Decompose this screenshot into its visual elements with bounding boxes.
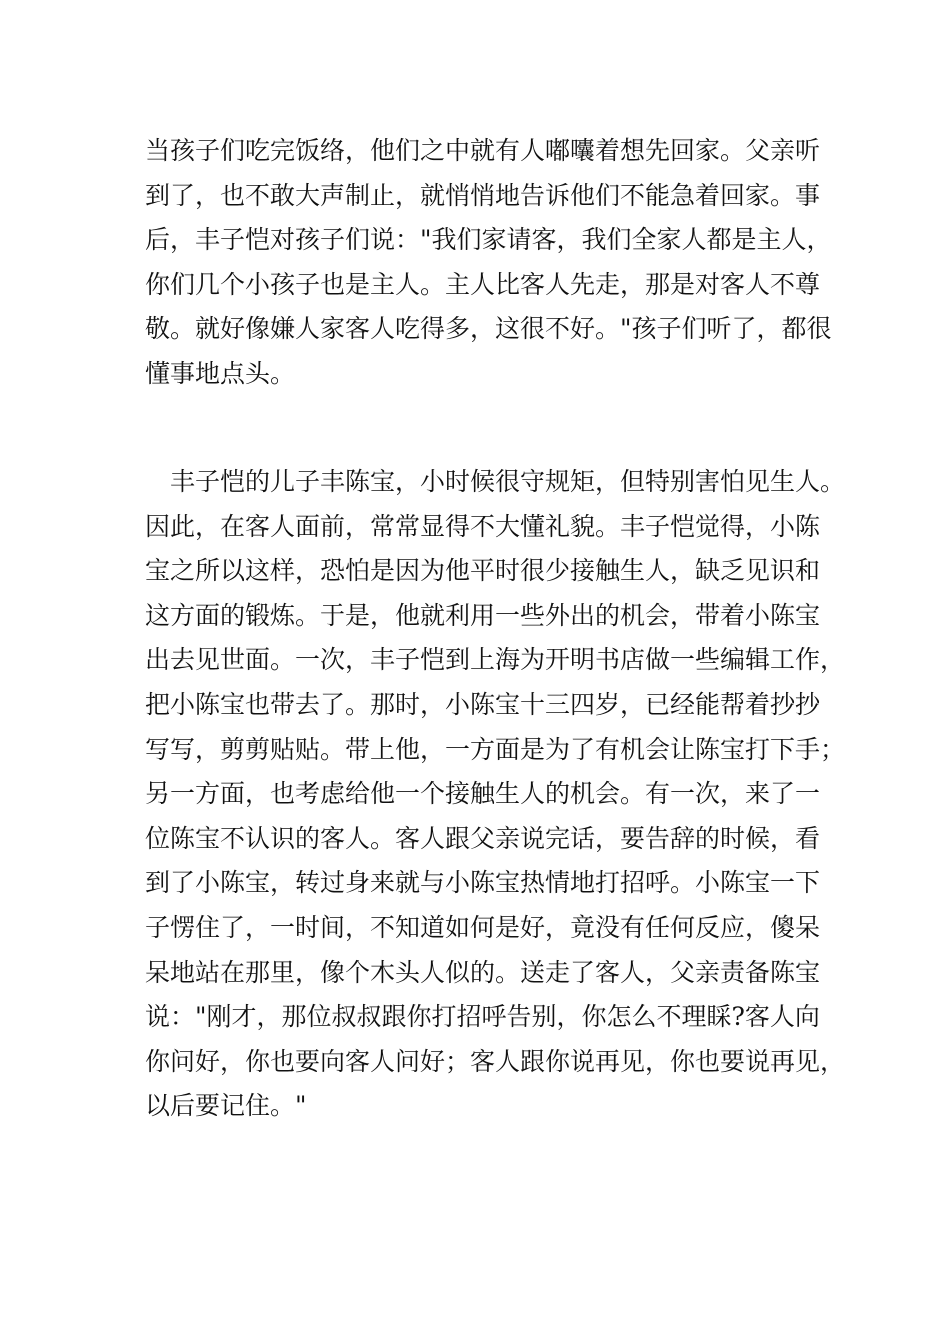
text-line: 后，丰子恺对孩子们说："我们家请客，我们全家人都是主人，: [145, 225, 832, 255]
text-line: 出去见世面。一次，丰子恺到上海为开明书店做一些编辑工作，: [145, 645, 846, 675]
text-line: 呆地站在那里，像个木头人似的。送走了客人，父亲责备陈宝: [145, 957, 821, 987]
text-line: 懂事地点头。: [145, 358, 296, 388]
paragraph-chenbao-story: [145, 460, 846, 1129]
text-line: 宝之所以这样，恐怕是因为他平时很少接触生人，缺乏见识和: [145, 556, 821, 586]
text-line: 你问好，你也要向客人问好；客人跟你说再见，你也要说再见，: [145, 1046, 846, 1076]
text-line: 敬。就好像嫌人家客人吃得多，这很不好。"孩子们听了，都很: [145, 314, 832, 344]
text-line: 到了，也不敢大声制止，就悄悄地告诉他们不能急着回家。事: [145, 180, 821, 210]
text-line: 说："刚才，那位叔叔跟你打招呼告别，你怎么不理睬?客人向: [145, 1002, 820, 1032]
text-line: 把小陈宝也带去了。那时，小陈宝十三四岁，已经能帮着抄抄: [145, 689, 821, 719]
text-line: 当孩子们吃完饭络，他们之中就有人嘟囔着想先回家。父亲听: [145, 136, 821, 165]
paragraph-dinner-etiquette: [145, 129, 832, 397]
text-line: 因此，在客人面前，常常显得不大懂礼貌。丰子恺觉得，小陈: [145, 511, 821, 541]
text-line: 丰子恺的儿子丰陈宝，小时候很守规矩，但特别害怕见生人。: [145, 467, 846, 496]
text-line: 你们几个小孩子也是主人。主人比客人先走，那是对客人不尊: [145, 269, 821, 299]
text-line: 子愣住了，一时间，不知道如何是好，竟没有任何反应，傻呆: [145, 912, 821, 942]
text-line: 位陈宝不认识的客人。客人跟父亲说完话，要告辞的时候，看: [145, 823, 821, 853]
text-line: 这方面的锻炼。于是，他就利用一些外出的机会，带着小陈宝: [145, 600, 821, 630]
text-line: 到了小陈宝，转过身来就与小陈宝热情地打招呼。小陈宝一下: [145, 868, 821, 898]
text-line: 写写，剪剪贴贴。带上他，一方面是为了有机会让陈宝打下手；: [145, 734, 846, 764]
text-line: 另一方面，也考虑给他一个接触生人的机会。有一次，来了一: [145, 779, 821, 809]
text-line: 以后要记住。": [145, 1091, 307, 1121]
